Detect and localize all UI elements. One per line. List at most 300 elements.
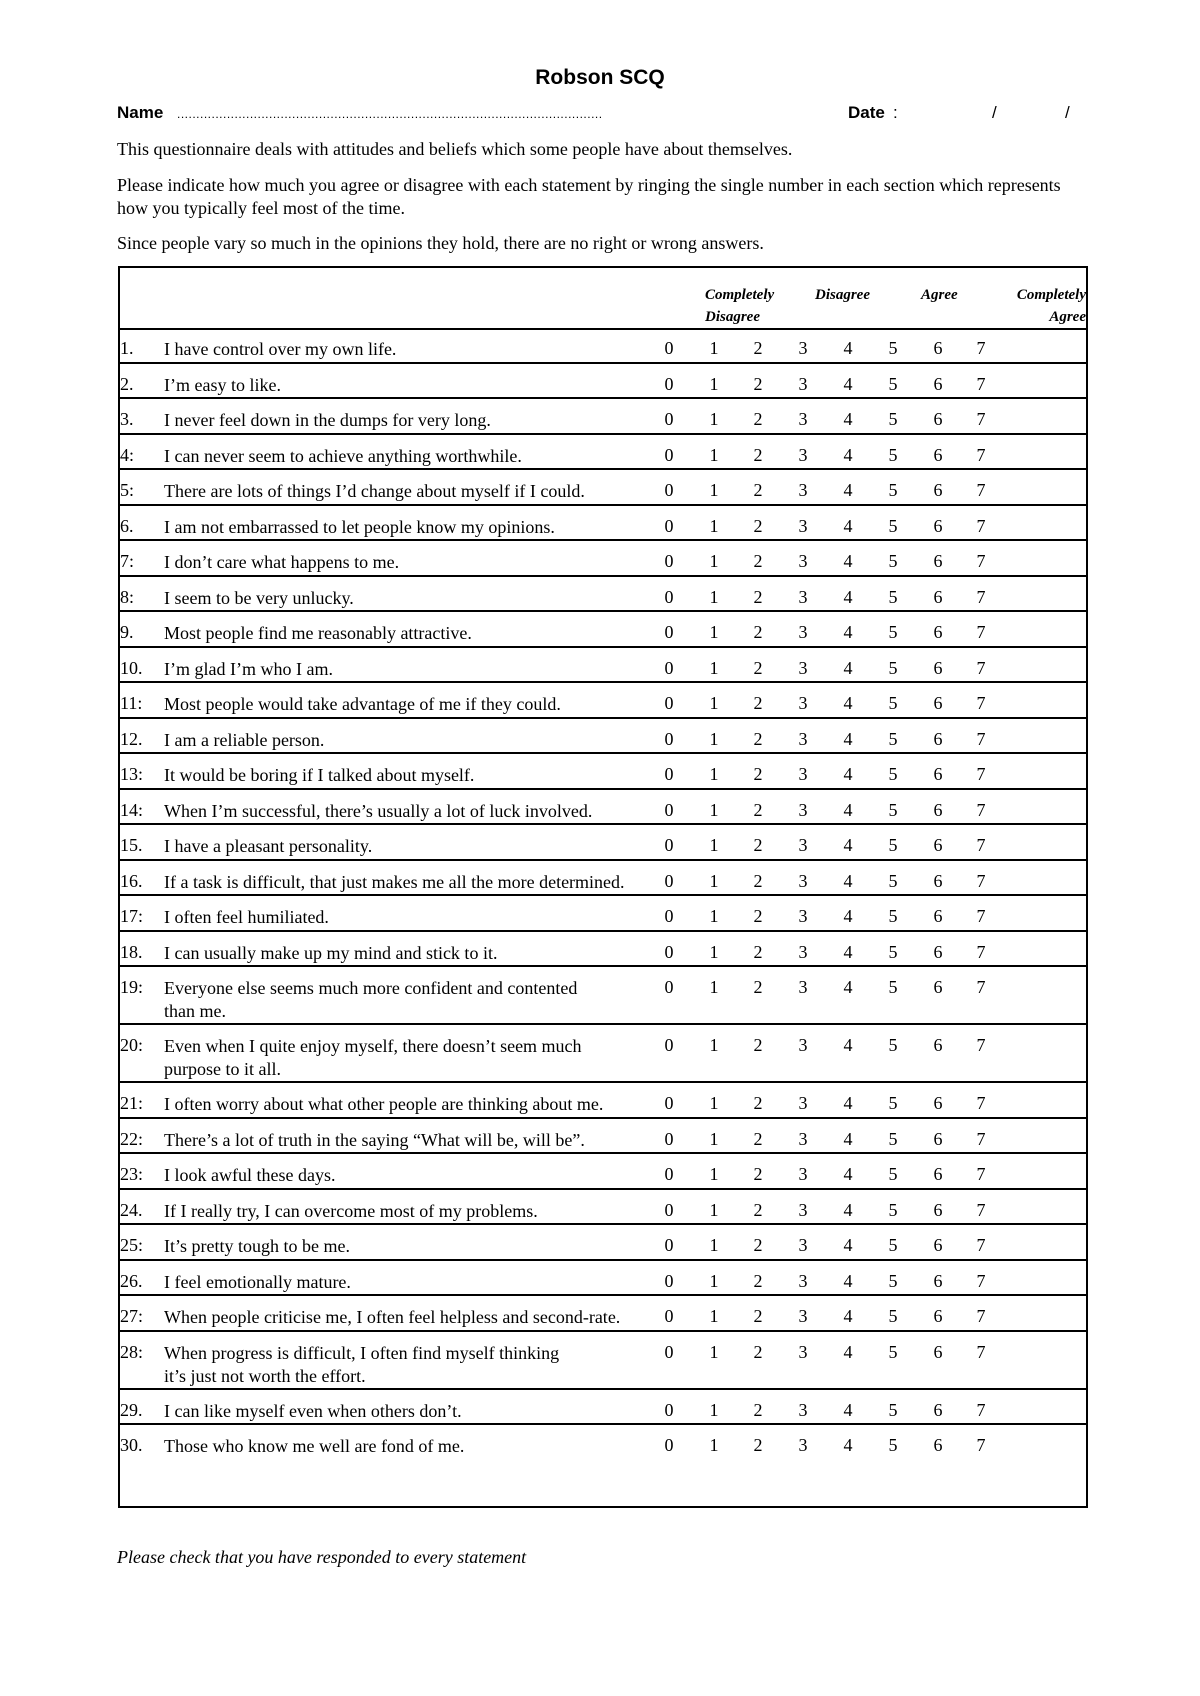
rating-option[interactable]: 5 [888,1199,898,1220]
statement-row [120,541,1086,577]
rating-option[interactable]: 2 [753,1093,763,1113]
statement-text: Most people would take advantage of me if they could. [164,694,561,714]
rating-option[interactable]: 6 [933,870,943,891]
rating-option[interactable]: 5 [888,1306,898,1326]
rating-option[interactable]: 0 [664,693,674,713]
rating-option[interactable]: 0 [664,941,674,962]
rating-option[interactable]: 7 [976,480,986,500]
rating-option[interactable]: 4 [843,622,853,642]
rating-option[interactable]: 4 [843,870,853,891]
name-field[interactable]: ............................................................................................................... [177,107,603,121]
rating-option[interactable]: 4 [843,977,853,997]
rating-option[interactable]: 7 [976,622,986,642]
rating-option[interactable]: 7 [976,657,986,678]
table-header [120,268,1086,330]
statement-number: 11: [120,693,143,713]
statement-text: It would be boring if I talked about myself. [164,765,475,785]
rating-option[interactable]: 4 [843,1199,853,1220]
rating-option[interactable]: 1 [709,1164,719,1184]
rating-option[interactable]: 4 [843,835,853,855]
rating-option[interactable]: 6 [933,693,943,713]
rating-option[interactable]: 1 [709,622,719,642]
rating-option[interactable]: 0 [664,799,674,820]
statement-text: I can usually make up my mind and stick to it. [164,942,498,963]
rating-option[interactable]: 4 [843,1128,853,1149]
statement-number: 18. [120,941,143,962]
rating-option[interactable]: 2 [753,764,763,784]
rating-option[interactable]: 4 [843,693,853,713]
rating-option[interactable]: 5 [888,586,898,607]
rating-option[interactable]: 2 [753,835,763,855]
rating-option[interactable]: 3 [798,906,808,926]
rating-option[interactable]: 6 [933,480,943,500]
rating-option[interactable]: 7 [976,1306,986,1326]
rating-option[interactable]: 4 [843,941,853,962]
rating-option[interactable]: 1 [709,1399,719,1420]
rating-option[interactable]: 7 [976,941,986,962]
rating-option[interactable]: 7 [976,870,986,891]
rating-option[interactable]: 1 [709,444,719,465]
rating-option[interactable]: 3 [798,409,808,429]
rating-option[interactable]: 0 [664,1341,674,1362]
statement-number: 7: [120,551,135,571]
rating-option[interactable]: 7 [976,1164,986,1184]
rating-option[interactable]: 6 [933,444,943,465]
rating-option[interactable]: 2 [753,906,763,926]
rating-option[interactable]: 6 [933,409,943,429]
rating-option[interactable]: 3 [798,1341,808,1362]
rating-option[interactable]: 0 [664,728,674,749]
rating-option[interactable]: 2 [753,409,763,429]
rating-option[interactable]: 6 [933,586,943,607]
rating-option[interactable]: 7 [976,728,986,749]
rating-option[interactable]: 1 [709,1306,719,1326]
statement-text: I can like myself even when others don’t. [164,1400,462,1421]
rating-option[interactable]: 2 [753,373,763,394]
rating-option[interactable]: 4 [843,480,853,500]
rating-option[interactable]: 2 [753,693,763,713]
rating-option[interactable]: 5 [888,693,898,713]
rating-option[interactable]: 1 [709,586,719,607]
rating-option[interactable]: 5 [888,977,898,997]
rating-option[interactable]: 6 [933,941,943,962]
rating-option[interactable]: 0 [664,1035,674,1055]
statement-row [120,861,1086,897]
rating-option[interactable]: 3 [798,515,808,536]
statement-row [120,1390,1086,1426]
rating-option[interactable]: 6 [933,799,943,820]
rating-option[interactable]: 1 [709,764,719,784]
date-colon: : [893,103,898,122]
statement-row [120,364,1086,400]
rating-option[interactable]: 7 [976,1341,986,1362]
rating-option[interactable]: 0 [664,835,674,855]
rating-option[interactable]: 5 [888,728,898,749]
rating-option[interactable]: 6 [933,338,943,358]
rating-option[interactable]: 3 [798,1035,808,1055]
rating-option[interactable]: 1 [709,338,719,358]
rating-option[interactable]: 5 [888,338,898,358]
rating-option[interactable]: 3 [798,373,808,394]
rating-option[interactable]: 7 [976,338,986,358]
rating-option[interactable]: 5 [888,409,898,429]
rating-option[interactable]: 3 [798,657,808,678]
statement-row [120,506,1086,542]
intro-paragraph: Please indicate how much you agree or disagree with each statement by ringing the single number in each section which represents how you typically feel most of the time. [117,175,1061,218]
rating-option[interactable]: 1 [709,799,719,820]
statement-row [120,435,1086,471]
rating-option[interactable]: 1 [709,1341,719,1362]
rating-option[interactable]: 7 [976,444,986,465]
rating-option[interactable]: 5 [888,657,898,678]
statement-row [120,470,1086,506]
rating-option[interactable]: 2 [753,1235,763,1255]
rating-option[interactable]: 3 [798,835,808,855]
rating-option[interactable]: 6 [933,1199,943,1220]
rating-option[interactable]: 2 [753,941,763,962]
rating-option[interactable]: 5 [888,835,898,855]
rating-option[interactable]: 7 [976,1270,986,1291]
rating-option[interactable]: 7 [976,1399,986,1420]
statement-number: 13: [120,764,144,784]
rating-option[interactable]: 3 [798,1435,808,1455]
rating-option[interactable]: 3 [798,586,808,607]
rating-option[interactable]: 0 [664,480,674,500]
rating-option[interactable]: 0 [664,906,674,926]
rating-option[interactable]: 7 [976,693,986,713]
rating-option[interactable]: 0 [664,1235,674,1255]
rating-option[interactable]: 3 [798,480,808,500]
rating-option[interactable]: 7 [976,799,986,820]
rating-option[interactable]: 2 [753,870,763,891]
rating-option[interactable]: 7 [976,835,986,855]
rating-option[interactable]: 2 [753,657,763,678]
rating-option[interactable]: 7 [976,1199,986,1220]
rating-option[interactable]: 0 [664,1399,674,1420]
rating-option[interactable]: 0 [664,1306,674,1326]
rating-option[interactable]: 3 [798,1399,808,1420]
statement-text: Even when I quite enjoy myself, there doesn’t seem much purpose to it all. [164,1036,582,1079]
rating-option[interactable]: 7 [976,586,986,607]
rating-option[interactable]: 5 [888,1270,898,1291]
rating-option[interactable]: 6 [933,1270,943,1291]
header-agree: Agree [921,287,958,303]
rating-option[interactable]: 0 [664,1435,674,1455]
rating-option[interactable]: 2 [753,1199,763,1220]
rating-option[interactable]: 5 [888,1128,898,1149]
rating-option[interactable]: 6 [933,657,943,678]
rating-option[interactable]: 0 [664,373,674,394]
rating-option[interactable]: 7 [976,515,986,536]
statement-text: I feel emotionally mature. [164,1271,351,1292]
rating-option[interactable]: 7 [976,409,986,429]
rating-option[interactable]: 4 [843,515,853,536]
rating-option[interactable]: 4 [843,728,853,749]
rating-option[interactable]: 7 [976,977,986,997]
rating-option[interactable]: 5 [888,1235,898,1255]
rating-option[interactable]: 1 [709,693,719,713]
rating-option[interactable]: 3 [798,799,808,820]
rating-option[interactable]: 0 [664,622,674,642]
statement-text: I have a pleasant personality. [164,836,373,856]
statement-row [120,1190,1086,1226]
rating-option[interactable]: 0 [664,551,674,571]
rating-option[interactable]: 0 [664,586,674,607]
rating-option[interactable]: 3 [798,693,808,713]
rating-option[interactable]: 4 [843,764,853,784]
rating-option[interactable]: 4 [843,1035,853,1055]
rating-option[interactable]: 7 [976,373,986,394]
rating-option[interactable]: 2 [753,728,763,749]
rating-option[interactable]: 3 [798,1306,808,1326]
rating-option[interactable]: 4 [843,906,853,926]
rating-option[interactable]: 6 [933,1235,943,1255]
rating-option[interactable]: 7 [976,764,986,784]
statement-text: Everyone else seems much more confident and contented than me. [164,978,578,1021]
rating-option[interactable]: 3 [798,444,808,465]
statement-text: When people criticise me, I often feel helpless and second-rate. [164,1307,621,1327]
rating-option[interactable]: 5 [888,906,898,926]
rating-option[interactable]: 5 [888,941,898,962]
statement-number: 8: [120,586,135,607]
rating-option[interactable]: 1 [709,1128,719,1149]
rating-option[interactable]: 1 [709,1270,719,1291]
statement-text: I can never seem to achieve anything worthwhile. [164,445,522,466]
rating-option[interactable]: 2 [753,1399,763,1420]
rating-option[interactable]: 2 [753,338,763,358]
rating-option[interactable]: 1 [709,551,719,571]
rating-option[interactable]: 3 [798,551,808,571]
rating-option[interactable]: 3 [798,728,808,749]
rating-option[interactable]: 3 [798,1128,808,1149]
rating-option[interactable]: 5 [888,1093,898,1113]
rating-option[interactable]: 1 [709,941,719,962]
rating-option[interactable]: 1 [709,515,719,536]
rating-option[interactable]: 4 [843,1435,853,1455]
rating-option[interactable]: 4 [843,551,853,571]
rating-option[interactable]: 1 [709,906,719,926]
rating-option[interactable]: 1 [709,870,719,891]
rating-option[interactable]: 3 [798,338,808,358]
rating-option[interactable]: 4 [843,1399,853,1420]
rating-option[interactable]: 2 [753,1306,763,1326]
rating-option[interactable]: 6 [933,764,943,784]
rating-option[interactable]: 0 [664,657,674,678]
statement-number: 3. [120,409,134,429]
rating-option[interactable]: 6 [933,1435,943,1455]
statement-number: 15. [120,835,143,855]
statement-number: 24. [120,1199,143,1220]
statement-text: I am a reliable person. [164,729,325,750]
statement-number: 10. [120,657,143,678]
rating-option[interactable]: 4 [843,1093,853,1113]
statement-row [120,719,1086,755]
rating-option[interactable]: 0 [664,338,674,358]
rating-option[interactable]: 6 [933,1164,943,1184]
rating-option[interactable]: 6 [933,551,943,571]
rating-option[interactable]: 5 [888,799,898,820]
rating-option[interactable]: 4 [843,586,853,607]
rating-option[interactable]: 2 [753,1128,763,1149]
rating-option[interactable]: 0 [664,1270,674,1291]
rating-option[interactable]: 2 [753,977,763,997]
rating-option[interactable]: 5 [888,1164,898,1184]
rating-option[interactable]: 1 [709,480,719,500]
rating-option[interactable]: 5 [888,1435,898,1455]
rating-option[interactable]: 7 [976,1093,986,1113]
rating-option[interactable]: 4 [843,657,853,678]
rating-option[interactable]: 3 [798,1235,808,1255]
rating-option[interactable]: 4 [843,338,853,358]
rating-option[interactable]: 2 [753,1035,763,1055]
footer-note: Please check that you have responded to every statement [117,1547,527,1567]
rating-option[interactable]: 1 [709,1035,719,1055]
rating-option[interactable]: 0 [664,1128,674,1149]
rating-option[interactable]: 5 [888,1399,898,1420]
rating-option[interactable]: 6 [933,1306,943,1326]
rating-option[interactable]: 1 [709,1093,719,1113]
statement-text: When progress is difficult, I often find myself thinking it’s just not worth the effort. [164,1342,560,1386]
header-completely-disagree: Completely Disagree [705,287,775,325]
statement-number: 17: [120,906,144,926]
rating-option[interactable]: 1 [709,1435,719,1455]
statement-row [120,612,1086,648]
date-slash: / [1065,103,1070,122]
rating-option[interactable]: 3 [798,870,808,891]
statement-number: 4: [120,444,135,465]
statement-row [120,1025,1086,1083]
rating-option[interactable]: 5 [888,764,898,784]
rating-option[interactable]: 2 [753,551,763,571]
statement-row [120,1119,1086,1155]
rating-option[interactable]: 5 [888,1035,898,1055]
rating-option[interactable]: 3 [798,1093,808,1113]
statement-row [120,1296,1086,1332]
rating-option[interactable]: 6 [933,728,943,749]
statement-number: 14: [120,799,144,820]
rating-option[interactable]: 5 [888,870,898,891]
rating-option[interactable]: 5 [888,515,898,536]
statement-text: There’s a lot of truth in the saying “What will be, will be”. [164,1129,585,1150]
rating-option[interactable]: 6 [933,977,943,997]
rating-option[interactable]: 2 [753,444,763,465]
rating-option[interactable]: 2 [753,1341,763,1362]
rating-option[interactable]: 5 [888,373,898,394]
statement-row [120,1261,1086,1297]
statement-text: It’s pretty tough to be me. [164,1236,350,1256]
rating-option[interactable]: 0 [664,870,674,891]
rating-option[interactable]: 4 [843,444,853,465]
statement-text: I don’t care what happens to me. [164,552,400,572]
rating-option[interactable]: 7 [976,906,986,926]
rating-option[interactable]: 4 [843,1164,853,1184]
rating-option[interactable]: 2 [753,1270,763,1291]
rating-option[interactable]: 4 [843,1235,853,1255]
rating-option[interactable]: 1 [709,1235,719,1255]
rating-option[interactable]: 7 [976,1035,986,1055]
rating-option[interactable]: 7 [976,1235,986,1255]
rating-option[interactable]: 5 [888,480,898,500]
rating-option[interactable]: 7 [976,1435,986,1455]
rating-option[interactable]: 2 [753,1164,763,1184]
rating-option[interactable]: 4 [843,1306,853,1326]
rating-option[interactable]: 4 [843,409,853,429]
rating-option[interactable]: 5 [888,622,898,642]
rating-option[interactable]: 6 [933,906,943,926]
rating-option[interactable]: 5 [888,551,898,571]
statement-number: 27: [120,1306,144,1326]
rating-option[interactable]: 1 [709,728,719,749]
response-table [118,266,1088,1508]
rating-option[interactable]: 3 [798,622,808,642]
statement-text: Those who know me well are fond of me. [164,1436,465,1456]
rating-option[interactable]: 7 [976,551,986,571]
rating-option[interactable]: 2 [753,1435,763,1455]
statement-number: 20: [120,1035,144,1055]
rating-option[interactable]: 1 [709,657,719,678]
rating-option[interactable]: 2 [753,515,763,536]
rating-option[interactable]: 6 [933,1399,943,1420]
rating-option[interactable]: 5 [888,444,898,465]
statement-number: 25: [120,1235,144,1255]
rating-option[interactable]: 6 [933,1341,943,1362]
rating-option[interactable]: 3 [798,1199,808,1220]
rating-option[interactable]: 3 [798,941,808,962]
rating-option[interactable]: 2 [753,480,763,500]
rating-option[interactable]: 6 [933,835,943,855]
statement-text: I seem to be very unlucky. [164,587,354,608]
rating-option[interactable]: 3 [798,764,808,784]
rating-option[interactable]: 0 [664,1199,674,1220]
rating-option[interactable]: 0 [664,1164,674,1184]
rating-option[interactable]: 4 [843,373,853,394]
statement-row [120,1225,1086,1261]
rating-option[interactable]: 1 [709,409,719,429]
rating-option[interactable]: 1 [709,835,719,855]
rating-option[interactable]: 0 [664,764,674,784]
statement-number: 29. [120,1399,143,1420]
rating-option[interactable]: 6 [933,1035,943,1055]
rating-option[interactable]: 3 [798,1164,808,1184]
rating-option[interactable]: 3 [798,1270,808,1291]
rating-option[interactable]: 0 [664,515,674,536]
rating-option[interactable]: 0 [664,1093,674,1113]
rating-option[interactable]: 0 [664,444,674,465]
statement-row [120,967,1086,1025]
rating-option[interactable]: 4 [843,1270,853,1291]
rating-option[interactable]: 2 [753,586,763,607]
rating-option[interactable]: 0 [664,977,674,997]
rating-option[interactable]: 3 [798,977,808,997]
rating-option[interactable]: 4 [843,1341,853,1362]
rating-option[interactable]: 1 [709,977,719,997]
rating-option[interactable]: 6 [933,1093,943,1113]
rating-option[interactable]: 6 [933,515,943,536]
rating-option[interactable]: 2 [753,799,763,820]
rating-option[interactable]: 7 [976,1128,986,1149]
rating-option[interactable]: 5 [888,1341,898,1362]
statement-text: I’m easy to like. [164,374,281,395]
statement-number: 26. [120,1270,143,1291]
rating-option[interactable]: 4 [843,799,853,820]
rating-option[interactable]: 2 [753,622,763,642]
rating-option[interactable]: 1 [709,373,719,394]
rating-option[interactable]: 6 [933,373,943,394]
rating-option[interactable]: 0 [664,409,674,429]
rating-option[interactable]: 6 [933,622,943,642]
rating-option[interactable]: 6 [933,1128,943,1149]
rating-option[interactable]: 1 [709,1199,719,1220]
